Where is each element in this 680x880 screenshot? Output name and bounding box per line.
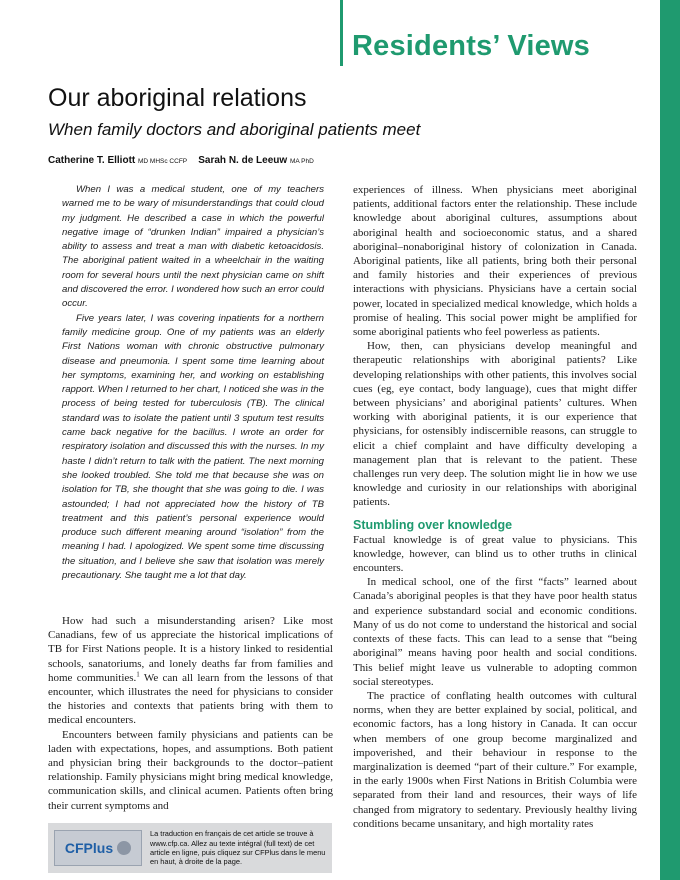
author-credentials: MA PhD bbox=[289, 158, 314, 165]
body-paragraph: experiences of illness. When physicians meet aboriginal patients, additional factors enter the relationship. These include knowledge about aboriginal cultures, assumptions about aboriginal health and socioeconomic status, and a shared aboriginal–nonaboriginal history of colonization in Canada. Aboriginal patients, like all patients, bring both their personal and family histories and their experiences of previous interactions with physicians. Physicians have a certain social power, located in specialized medical knowledge, which holds a promise of healing. This social power might be amplified for some aboriginal patients who feel powerless as patients. bbox=[353, 184, 637, 339]
body-column-right bbox=[353, 183, 637, 831]
reference-marker: 1 bbox=[136, 670, 140, 679]
body-paragraph: Factual knowledge is of great value to physicians. This knowledge, however, can blind us to other truths in clinical encounters. bbox=[353, 533, 637, 575]
author-credentials: MD MHSc CCFP bbox=[138, 158, 188, 165]
author-name: Catherine T. Elliott bbox=[48, 155, 136, 166]
section-rule bbox=[340, 0, 343, 66]
author-line bbox=[48, 155, 314, 166]
cfplus-note: La traduction en français de cet article se trouve à www.cfp.ca. Allez au texte intégral (full text) de cet article en ligne, puis cliquez sur CFPlus dans le menu en haut, à droite de la page. bbox=[150, 829, 326, 867]
intro-column bbox=[62, 183, 324, 583]
article-title: Our aboriginal relations bbox=[48, 84, 307, 112]
cfplus-circle-icon bbox=[117, 841, 131, 855]
body-paragraph: Encounters between family physicians and patients can be laden with expectations, hopes, and assumptions. Both patient and physician bring their backgrounds to the doctor–patient relationship. Family physicians might bring medical knowledge, communication skills, and clinical acumen. Patients often bring their current symptoms and bbox=[48, 728, 333, 812]
author-name: Sarah N. de Leeuw bbox=[198, 155, 288, 166]
cfplus-box bbox=[48, 823, 332, 873]
article-subtitle: When family doctors and aboriginal patients meet bbox=[48, 120, 421, 139]
intro-paragraph: Five years later, I was covering inpatients for a northern family medicine group. One of my patients was an elderly First Nations woman with chronic obstructive pulmonary disease and pneumonia. I spent some time learning about her symptoms, examining her, and working on establishing rapport. When I returned to her chart, I noticed she was in the process of being tested for tuberculosis (TB). The clinical standard was to isolate the patient until 3 sputum test results came back negative for the bacillus. I wrote an order for respiratory isolation and discussed this with the nurses. In my haste I didn’t return to talk with the patient. The next morning she looked troubled. She told me that because she was on isolation for TB, she thought that she was going to die. I was astounded; I had not appreciated how the history of TB treatment and this patient’s personal experience would produce such different meaning around “isolation” from the meaning I had. I apologized. We spent some time discussing the situation, and I believe she saw that isolation was merely precautionary. She taught me a lot that day. bbox=[62, 312, 324, 582]
cfplus-logo[interactable]: CFPlus bbox=[54, 830, 142, 866]
body-paragraph: How had such a misunderstanding arisen? Like most Canadians, few of us appreciate the historical implications of TB for First Nations people. It is a history linked to residential schools, sanatoriums, and lonely deaths far from families and home communities.$^1$ We can all learn from the lessons of that encounter, which illustrates the need for physicians to consider the histories and contexts that patients bring with them to medical encounters. bbox=[48, 615, 334, 727]
body-paragraph: How, then, can physicians develop meaningful and therapeutic relationships with aboriginal patients? Like developing relationships with other patients, this involves social cues (eg, eye contact, body language), cues that might differ between physicians’ and aboriginal patients’ cultures. When working with aboriginal patients, it is our experience that physicians, for ostensibly indiscernible reasons, can struggle to elicit a chief complaint and have difficulty developing a management plan that is relevant to the patient. These challenges run very deep. The solution might lie in how we use knowledge and curiosity in our relationships with aboriginal patients. bbox=[353, 340, 637, 509]
intro-paragraph: When I was a medical student, one of my teachers warned me to be wary of misunderstandings that could cloud my judgment. He described a case in which the powerful negative image of “drunken Indian” impaired a physician’s ability to assess and treat a man with diabetic ketoacidosis. The aboriginal patient waited in a wheelchair in the waiting room for several hours until the next physician came on shift and discovered the error. I wondered how such an error could occur. bbox=[62, 184, 324, 310]
green-side-bar bbox=[660, 0, 680, 880]
body-paragraph: The practice of conflating health outcomes with cultural norms, when they are better explained by social, political, and economic factors, has a long history in Canada. It can occur when members of one group become marginalized and impoverished, and their behaviour in response to the marginalization is deemed “part of their culture.” For example, in the early 1900s when First Nations in British Columbia were separated from their land and resources, their ways of life changed from migratory to sedentary. Previously healthy living conditions became unsanitary, and high mortality rates bbox=[353, 689, 637, 830]
body-paragraph: In medical school, one of the first “facts” learned about Canada’s aboriginal peoples is that they have poor health status and experience substandard social and economic conditions. Many of us do not come to understand the historical and social contexts of these facts. This can lead to a sense that “being aboriginal” means having poor health and social conditions. This belief might leave us vulnerable to adopting common social stereotypes. bbox=[353, 576, 637, 688]
section-heading: Residents’ Views bbox=[352, 30, 591, 62]
body-column-left bbox=[48, 614, 333, 813]
section-subheading: Stumbling over knowledge bbox=[353, 517, 513, 532]
